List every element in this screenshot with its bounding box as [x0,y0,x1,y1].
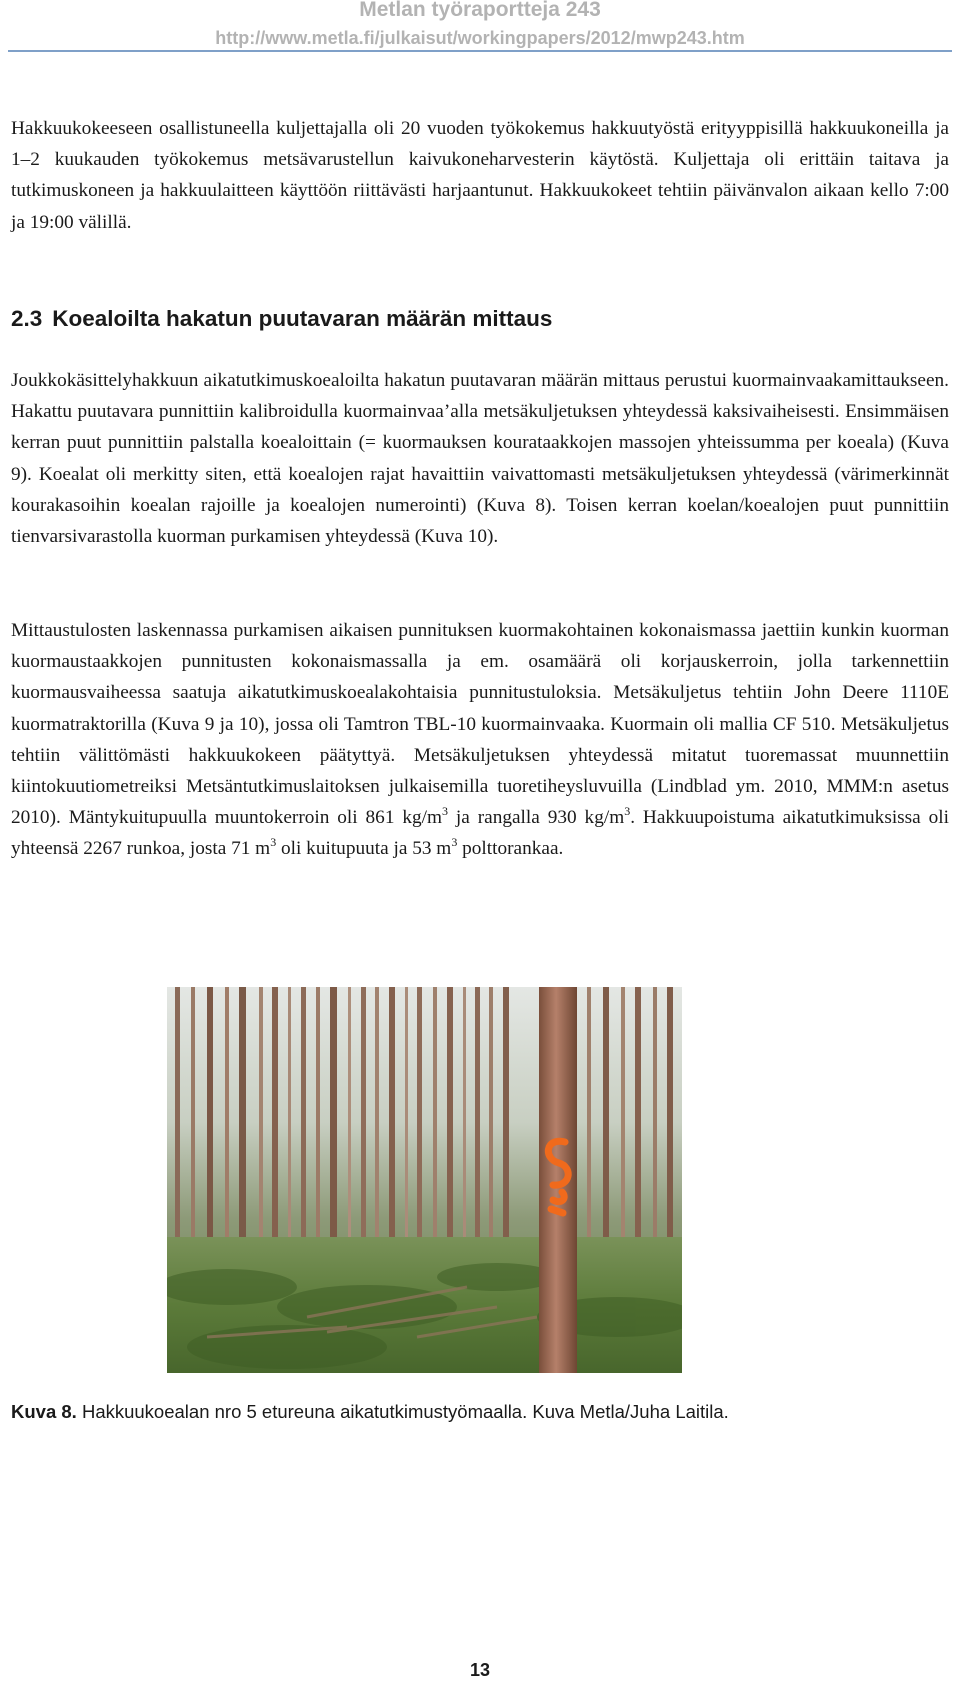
header-divider [8,50,952,52]
figure-label: Kuva 8. [11,1401,77,1422]
superscript-exponent: 3 [624,804,631,819]
section-heading [11,304,552,334]
section-number: 2.3 [11,306,43,331]
header-url[interactable]: http://www.metla.fi/julkaisut/workingpapers/2012/mwp243.htm [215,28,745,48]
paragraph-measurement: Joukkokäsittelyhakkuun aikatutkimuskoealoilta hakatun puutavaran määrän mittaus perustui kuormainvaakamittaukseen. Hakattu puutavara punnittiin kalibroidulla kuormainvaa’alla metsäkuljetuksen yhteydessä kaksivaiheisesti. Ensimmäisen kerran puut punnittiin palstalla koealoittain (= kuormauksen kourataakkojen massojen yhteissumma per koeala) (Kuva 9). Koealat oli merkitty siten, että koealojen rajat havaittiin vaivattomasti metsäkuljetuksen yhteydessä (värimerkinnät kourakasoihin koealan rajoille ja koealojen numerointi) (Kuva 8). Toisen kerran koelan/koealojen puut punnittiin tienvarsivarastolla kuorman purkamisen yhteydessä (Kuva 10). [11,370,949,548]
page-number: 13 [469,1660,491,1680]
figure-caption [11,1400,729,1424]
figure-caption-text: Hakkuukoealan nro 5 etureuna aikatutkimustyömaalla. Kuva Metla/Juha Laitila. [76,1401,729,1422]
superscript-exponent: 3 [451,835,458,850]
superscript-exponent: 3 [442,804,449,819]
series-title: Metlan työraportteja 243 [359,0,601,21]
paragraph-calculation: Mittaustulosten laskennassa purkamisen aikaisen punnituksen kuormakohtainen kokonaismassa jaettiin kunkin kuorman kuormaustaakkojen punnitusten kokonaismassalla ja em. osamäärä oli korjauskerroin, jolla tarkennettiin kuormausvaiheessa saatuja aikatutkimuskoealakohtaisia punnitustuloksia. Metsäkuljetus tehtiin John Deere 1110E kuormatraktorilla (Kuva 9 ja 10), jossa oli Tamtron TBL-10 kuormainvaaka. Kuormain oli mallia CF 510. Metsäkuljetus tehtiin välittömästi hakkuukokeen päätyttyä. Metsäkuljetuksen yhteydessä mitatut tuoremassat muunnettiin kiintokuutiometreiksi Metsäntutkimuslaitoksen julkaisemilla tuoretiheysluvuilla (Lindblad ym. 2010, MMM:n asetus 2010). Mäntykuitupuulla muuntokerroin oli 861 $kg/m^3$ ja rangalla 930 $kg/m^3$. Hakkuupoistuma aikatutkimuksissa oli yhteensä 2267 runkoa, josta 71 $m^3$ oli kuitupuuta ja 53 $m^3$ polttorankaa. [11,620,950,860]
running-header [0,0,960,49]
paragraph-operator: Hakkuukokeeseen osallistuneella kuljettajalla oli 20 vuoden työkokemus hakkuutyöstä erityyppisillä hakkuukoneilla ja 1–2 kuukauden työkokemus metsävarustellun kaivukoneharvesterin käytöstä. Kuljettaja oli erittäin taitava ja tutkimuskoneen ja hakkuulaitteen käyttöön riittävästi harjaantunut. Hakkuukokeet tehtiin päivänvalon aikaan kello 7:00 ja 19:00 välillä. [11,118,949,233]
superscript-exponent: 3 [270,835,277,850]
marked-tree-trunk [539,987,577,1373]
forest-plot-photo [167,987,682,1373]
section-title: Koealoilta hakatun puutavaran määrän mittaus [52,306,553,331]
